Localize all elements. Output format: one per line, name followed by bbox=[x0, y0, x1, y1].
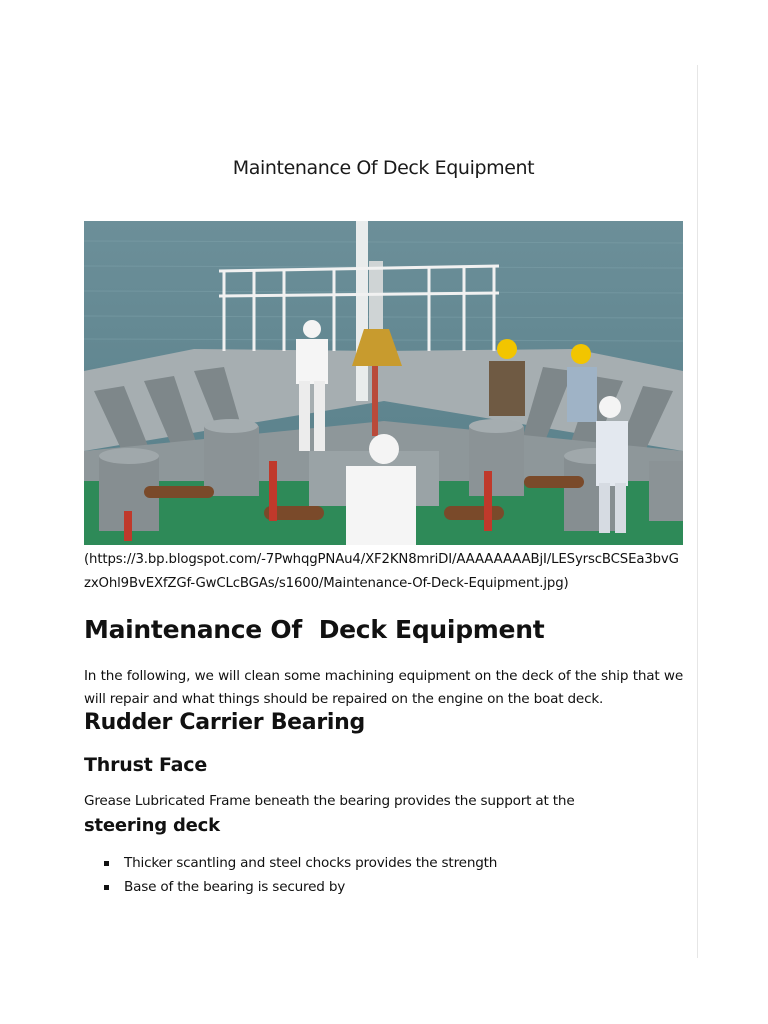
rudder-heading: Rudder Carrier Bearing bbox=[84, 710, 365, 735]
list-item bbox=[84, 851, 497, 875]
square-bullet-icon bbox=[104, 885, 109, 890]
list-item-text: Base of the bearing is secured by bbox=[124, 879, 346, 895]
deck-equipment-photo bbox=[84, 221, 683, 545]
thrust-heading: Thrust Face bbox=[84, 754, 208, 776]
image-source-caption: (https://3.bp.blogspot.com/-7PwhqgPNAu4/XF2KN8mriDI/AAAAAAAABjI/LESyrscBCSEa3bvGzxOhl9BvEXfZGf-GwCLcBGAs/s1600/Maintenance-Of-Deck-Equipment.jpg) bbox=[84, 552, 679, 591]
document-title: Maintenance Of Deck Equipment bbox=[232, 157, 535, 179]
square-bullet-icon bbox=[104, 861, 109, 866]
list-item bbox=[84, 875, 497, 899]
main-heading: Maintenance Of Deck Equipment bbox=[84, 615, 545, 644]
list-item-text: Thicker scantling and steel chocks provides the strength bbox=[124, 855, 498, 871]
grease-text: Grease Lubricated Frame beneath the bearing provides the support at the bbox=[84, 793, 575, 809]
bullet-list bbox=[84, 851, 497, 899]
page-edge-rule bbox=[697, 65, 698, 958]
intro-paragraph: In the following, we will clean some machining equipment on the deck of the ship that we will repair and what things should be repaired on the engine on the boat deck. bbox=[84, 668, 683, 707]
steering-heading: steering deck bbox=[84, 815, 220, 836]
